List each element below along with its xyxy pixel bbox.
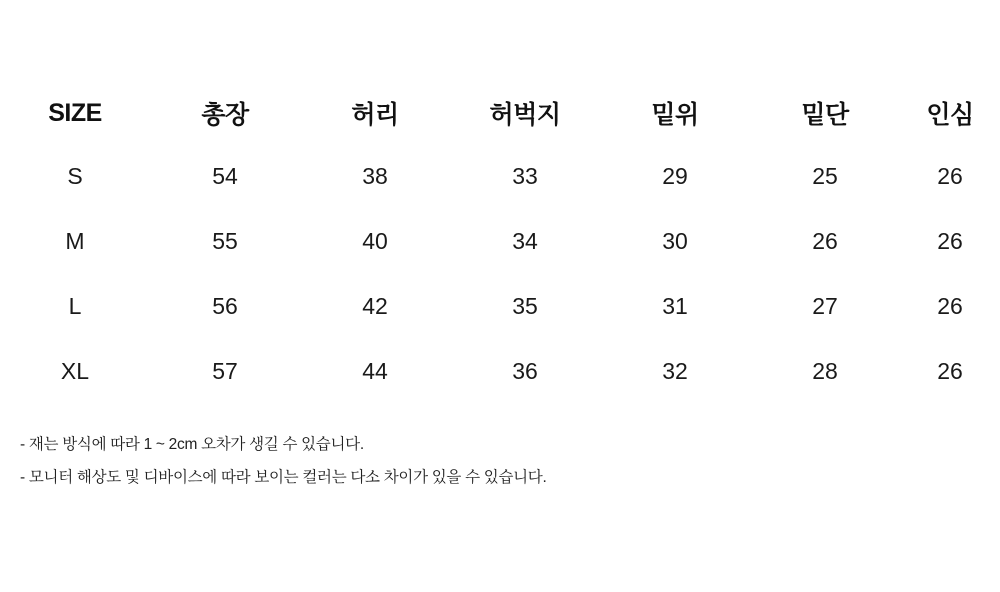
cell-thigh: 34 <box>512 228 538 254</box>
column-header-inseam: 인심 <box>926 101 974 129</box>
cell-hem: 28 <box>812 358 838 384</box>
table-body <box>0 144 1000 404</box>
cell-rise: 30 <box>662 228 688 254</box>
cell-size: M <box>65 228 85 254</box>
table-row <box>0 209 1000 274</box>
cell-inseam: 26 <box>937 163 963 189</box>
cell-size: S <box>67 163 83 189</box>
cell-waist: 40 <box>362 228 388 254</box>
cell-rise: 31 <box>662 293 688 319</box>
cell-thigh: 36 <box>512 358 538 384</box>
cell-total-length: 54 <box>212 163 238 189</box>
note-color-difference: - 모니터 해상도 및 디바이스에 따라 보이는 컬러는 다소 차이가 있을 수 있습니다. <box>20 468 547 486</box>
cell-waist: 44 <box>362 358 388 384</box>
cell-inseam: 26 <box>937 293 963 319</box>
column-header-waist: 허리 <box>351 101 399 129</box>
cell-thigh: 35 <box>512 293 538 319</box>
cell-inseam: 26 <box>937 358 963 384</box>
column-header-hem: 밑단 <box>801 101 849 129</box>
table-row <box>0 339 1000 404</box>
cell-hem: 25 <box>812 163 838 189</box>
cell-rise: 32 <box>662 358 688 384</box>
table-row <box>0 144 1000 209</box>
table-header-row <box>0 82 1000 144</box>
cell-size: L <box>68 293 82 319</box>
cell-thigh: 33 <box>512 163 538 189</box>
table-header <box>0 82 1000 144</box>
cell-hem: 26 <box>812 228 838 254</box>
cell-inseam: 26 <box>937 228 963 254</box>
column-header-total-length: 총장 <box>201 101 249 129</box>
column-header-rise: 밑위 <box>651 101 699 129</box>
cell-total-length: 56 <box>212 293 238 319</box>
cell-waist: 42 <box>362 293 388 319</box>
notes-section <box>20 437 960 502</box>
cell-total-length: 55 <box>212 228 238 254</box>
cell-total-length: 57 <box>212 358 238 384</box>
table-row <box>0 274 1000 339</box>
note-measurement-tolerance: - 재는 방식에 따라 1 ~ 2cm 오차가 생길 수 있습니다. <box>20 436 364 453</box>
cell-waist: 38 <box>362 163 388 189</box>
size-chart-table <box>0 82 1000 404</box>
cell-size: XL <box>60 358 90 384</box>
column-header-thigh: 허벅지 <box>489 101 561 129</box>
cell-hem: 27 <box>812 293 838 319</box>
column-header-size: SIZE <box>48 98 102 127</box>
cell-rise: 29 <box>662 163 688 189</box>
